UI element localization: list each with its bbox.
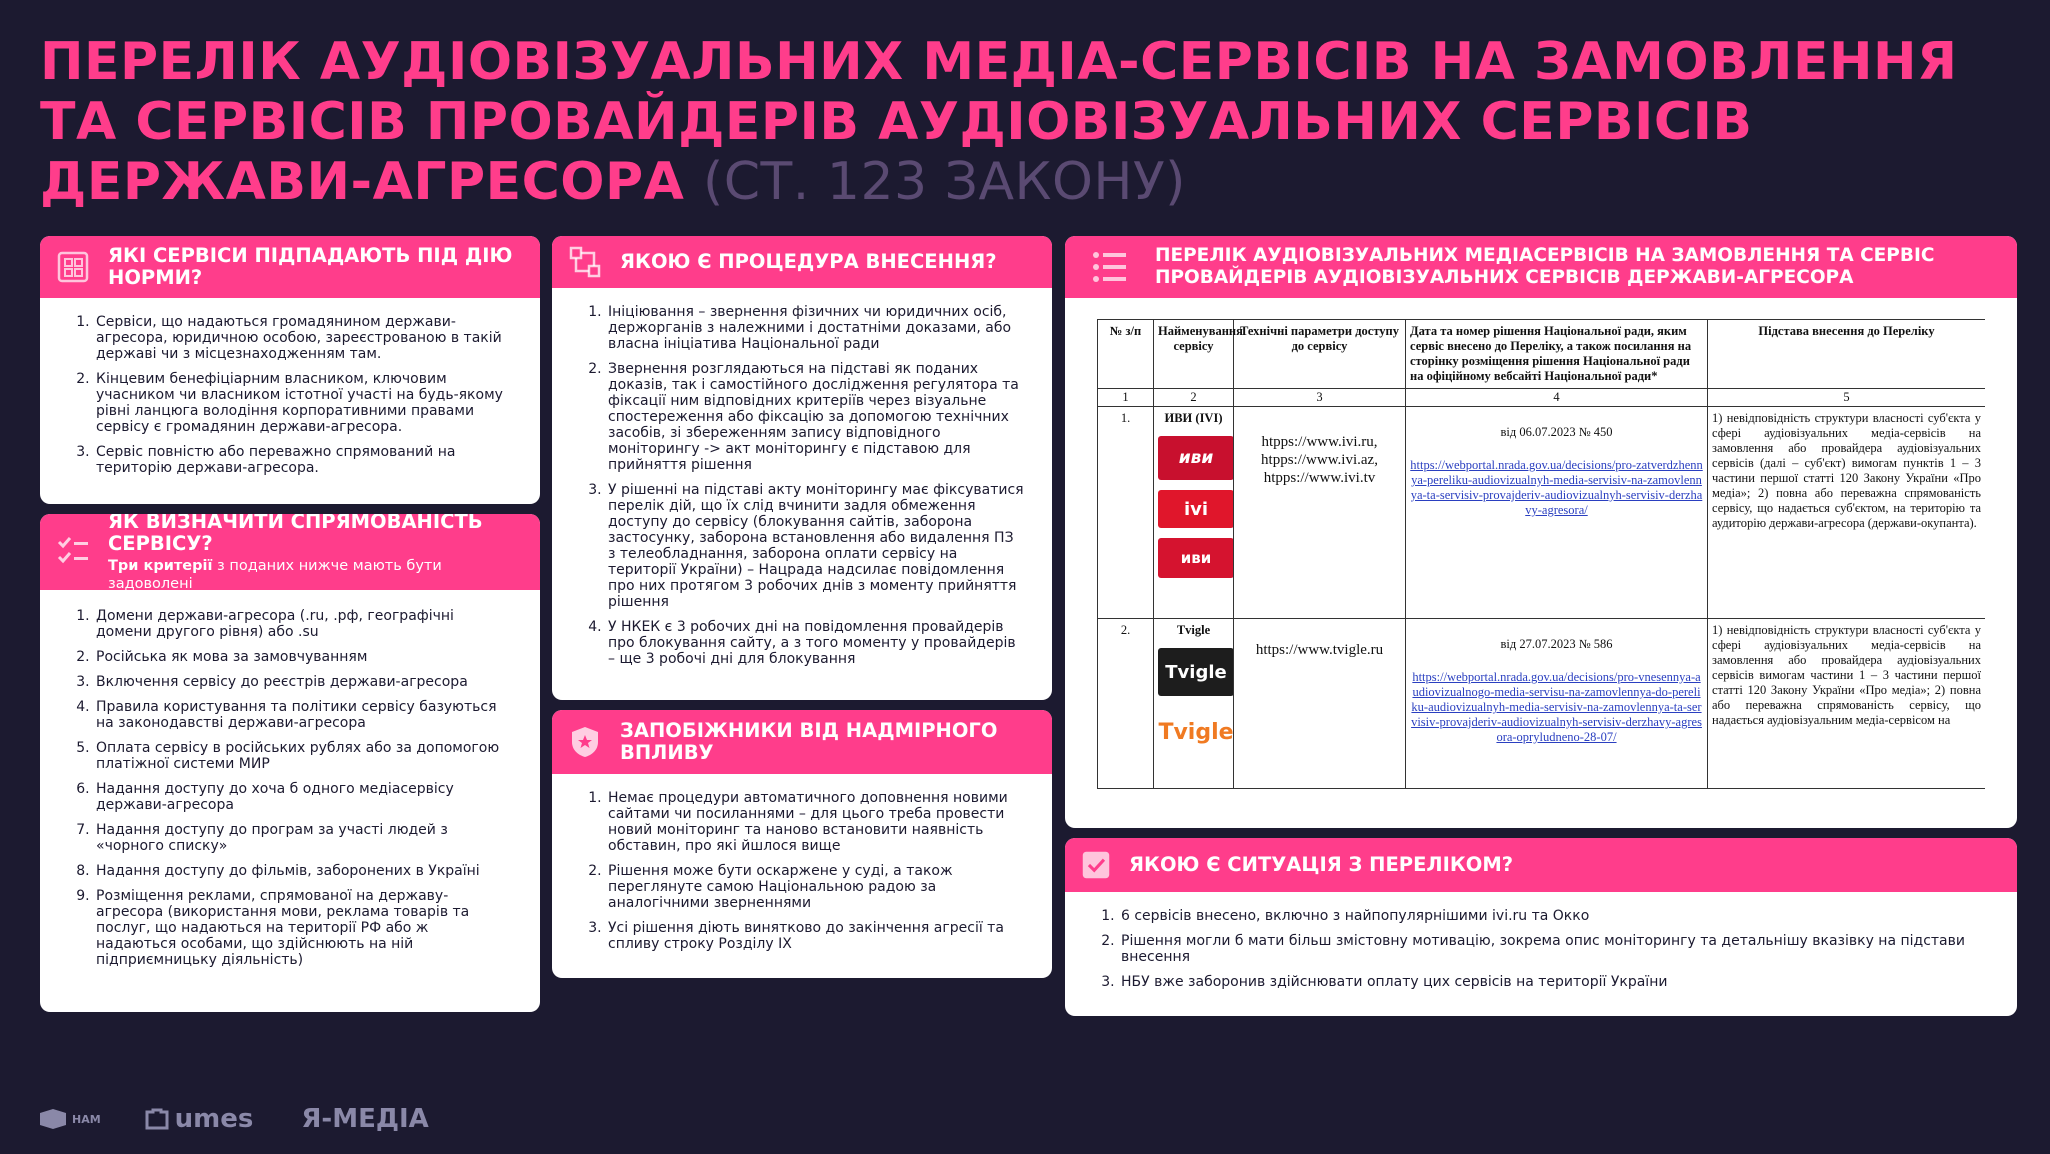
nam-logo-icon [40,1109,66,1129]
card-header [552,236,1052,288]
decision-link[interactable]: https://webportal.nrada.gov.ua/decisions/pro-zatverdzhennya-pereliku-audiovizualnyh-media-servisiv-na-zamovlennya-ta-servisiv-provajderiv-audiovizualnyh-servisiv-derzhavy-agresora/ [1410,458,1703,517]
card-procedure [552,236,1052,700]
list-item: 6. Надання доступу до хоча б одного медіасервісу держави-агресора [94,781,512,813]
logo-umes: umes [174,1104,254,1134]
checklist-icon [56,535,90,569]
list-item: 1. Немає процедури автоматичного доповнення новими сайтами чи посиланнями – для цього треба провести новий моніторинг та наново встановити наявність обставин, про які йшлося вище [606,790,1024,854]
card-header [552,710,1052,774]
ivi-logo: иви [1158,538,1234,578]
basis-cell: 1) невідповідність структури власності суб'єкта у сфері аудіовізуальних медіа-сервісів на замовлення або провайдера аудіовізуальних сервісів вимогам частини 1 – 3 частини першої статті 120 Закону України «Про медіа»; 2) повна або переважна спрямованість сервісу, що надається аудіовізуальним медіа-сервісом на [1708,619,1986,789]
page-title-sub: (СТ. 123 ЗАКОНУ) [702,152,1186,212]
list-item: 3. Сервіс повністю або переважно спрямований на територію держави-агресора. [94,444,512,476]
subtitle-bold: Три критерії [108,558,213,574]
card-title: ЗАПОБІЖНИКИ ВІД НАДМІРНОГО ВПЛИВУ [620,719,998,764]
decision-link[interactable]: https://webportal.nrada.gov.ua/decisions/pro-vnesennya-audiovizualnogo-media-servisu-na-zamovlennya-do-pereliku-audiovizualnyh-media-servisiv-na-zamovlennya-ta-servisiv-provajderiv-audiovizualnyh-servisiv-derzhavy-agresora-opryludneno-28-07/ [1411,670,1702,744]
table-header-row [1098,320,1986,389]
ivi-logo: иви [1158,436,1234,480]
list-item: 8. Надання доступу до фільмів, заборонених в Україні [94,863,512,879]
list-item: 2. Російська як мова за замовчуванням [94,649,512,665]
register-table [1097,319,1985,789]
list-item: 1. 6 сервісів внесено, включно з найпопулярнішими ivi.ru та Окко [1119,908,1989,924]
list-item: 2. Рішення може бути оскаржене у суді, а також переглянуте самою Національною радою за аналогічними зверненнями [606,863,1024,911]
row-number: 1. [1098,407,1154,619]
decision-cell [1406,619,1708,789]
logo-ya-media: Я-МЕДІА [301,1104,429,1134]
column-number: 3 [1234,389,1406,407]
list-item: 1. Ініціювання – звернення фізичних чи юридичних осіб, держорганів з належними і достатніми доказами, або власна ініціатива Національної ради [606,304,1024,352]
card-title: ЯКОЮ Є СИТУАЦІЯ З ПЕРЕЛІКОМ? [1129,853,1514,876]
card-safeguards [552,710,1052,978]
list-item: 3. НБУ вже заборонив здійснювати оплату цих сервісів на території України [1119,974,1989,990]
access-urls: htpps://www.ivi.ru, htpps://www.ivi.az, htpps://www.ivi.tv [1261,434,1378,486]
card-subtitle [108,557,524,593]
situation-list [1065,892,2017,1004]
column-number: 5 [1708,389,1986,407]
list-item: 2. Кінцевим бенефіціарним власником, ключовим учасником чи власником істотної участі на будь-якому рівні ланцюга володіння корпоративними правами сервісу є громадянин держави-агресора. [94,371,512,435]
decision-cell [1406,407,1708,619]
list-icon [1081,250,1137,284]
list-item: 4. У НКЕК є 3 робочих дні на повідомлення провайдерів про блокування сайту, а з того моменту у провайдерів – ще 3 робочі дні для блокування [606,619,1024,667]
procedure-list [552,288,1052,681]
card-title: ЯКІ СЕРВІСИ ПІДПАДАЮТЬ ПІД ДІЮ НОРМИ? [108,244,513,289]
flowchart-icon [568,245,602,279]
row-number: 2. [1098,619,1154,789]
list-item: 7. Надання доступу до програм за участі людей з «чорного списку» [94,822,512,854]
list-item: 4. Правила користування та політики сервісу базуються на законодавстві держави-агресора [94,699,512,731]
card-title: ЯКОЮ Є ПРОЦЕДУРА ВНЕСЕННЯ? [620,250,997,273]
card-title: ПЕРЕЛІК АУДІОВІЗУАЛЬНИХ МЕДІАСЕРВІСІВ НА ЗАМОВЛЕННЯ ТА СЕРВІС ПРОВАЙДЕРІВ АУДІОВІЗУАЛЬНИХ СЕРВІСІВ ДЕРЖАВИ-АГРЕСОРА [1155,245,1935,288]
table-row [1098,619,1986,789]
subtitle-rest: з поданих нижче мають бути задоволені [108,558,442,592]
criteria-list [40,298,540,490]
safeguards-list [552,774,1052,966]
register-document [1097,319,1985,807]
card-which-services [40,236,540,504]
page-title-main: ПЕРЕЛІК АУДІОВІЗУАЛЬНИХ МЕДІА-СЕРВІСІВ НА ЗАМОВЛЕННЯ ТА СЕРВІСІВ ПРОВАЙДЕРІВ АУДІОВІЗУАЛЬНИХ СЕРВІСІВ ДЕРЖАВИ-АГРЕСОРА [40,32,1958,212]
card-title: ЯК ВИЗНАЧИТИ СПРЯМОВАНІСТЬ СЕРВІСУ? [108,514,483,555]
access-url: https://www.tvigle.ru [1255,642,1384,658]
card-header [1065,838,2017,892]
decision-number: від 27.07.2023 № 586 [1500,637,1613,651]
grid-icon [56,250,90,284]
basis-cell: 1) невідповідність структури власності суб'єкта у сфері аудіовізуальних медіа-сервісів на замовлення або провайдера аудіовізуальних сервісів (далі – суб'єкт) вимогам пунктів 1 – 3 частини першої статті 120 Закону України «Про медіа»; 2) повна або переважна спрямованість сервісу, що надається суб'єктом, на територію та аудиторію держави-агресора (держави-окупанта). [1708,407,1986,619]
column-header: Підстава внесення до Переліку [1708,320,1986,389]
service-name: ИВИ (IVI) [1164,411,1223,425]
card-header [1065,236,2017,298]
list-item: 1. Сервіси, що надаються громадянином держави-агресора, юридичною особою, зареєстрованою в такій державі чи з місцезнаходженням там. [94,314,512,362]
shield-icon [568,725,602,759]
list-item: 2. Звернення розглядаються на підставі як поданих доказів, так і самостійного дослідження регулятора та фіксації ним відповідних критеріїв через візуальне спостереження або фіксацію за допомогою технічних засобів, зі збереженням запису відповідного моніторингу -> акт моніторингу є підставою для прийняття рішення [606,361,1024,473]
card-orientation [40,514,540,1012]
umes-logo-icon [145,1108,169,1130]
card-header [40,514,540,590]
access-cell [1234,407,1406,619]
tvigle-logo: Tvigle [1158,648,1234,696]
column-header: Дата та номер рішення Національної ради, яким сервіс внесено до Переліку, а також посилання на сторінку розміщення рішення Національної ради на офіційному вебсайті Національної ради* [1406,320,1708,389]
logo-nam: НАМ [72,1112,101,1126]
decision-number: від 06.07.2023 № 450 [1500,425,1613,439]
column-number: 2 [1154,389,1234,407]
list-item: 9. Розміщення реклами, спрямованої на державу-агресора (використання мови, реклама товарів та послуг, що надаються на території РФ або ж надаються особами, що здійснюють на ній підприємницьку діяльність) [94,888,512,968]
list-item: 3. Включення сервісу до реєстрів держави-агресора [94,674,512,690]
column-number: 1 [1098,389,1154,407]
list-item: 3. Усі рішення діють винятково до закінчення агресії та спливу строку Розділу IX [606,920,1024,952]
checkbox-icon [1081,850,1111,880]
card-header [40,236,540,298]
column-number: 4 [1406,389,1708,407]
service-name-cell [1154,619,1234,789]
column-header: Технічні параметри доступу до сервісу [1234,320,1406,389]
footer-logos [40,1104,429,1134]
column-header: Найменування сервісу [1154,320,1234,389]
table-number-row [1098,389,1986,407]
ivi-logo: ivi [1158,490,1234,528]
access-cell [1234,619,1406,789]
list-item: 2. Рішення могли б мати більш змістовну мотивацію, зокрема опис моніторингу та детальнішу вказівку на підстави внесення [1119,933,1989,965]
criteria-list [40,590,540,982]
column-header: № з/п [1098,320,1154,389]
service-name-cell [1154,407,1234,619]
table-row [1098,407,1986,619]
card-situation [1065,838,2017,1016]
page-title [40,32,2020,212]
service-name: Tvigle [1176,623,1211,637]
list-item: 3. У рішенні на підставі акту моніторингу має фіксуватися перелік дій, що їх слід вчинити задля обмеження доступу до сервісу (блокування сайтів, заборона застосунку, заборона встановлення або видалення ПЗ з телеобладнання, заборона оплати сервісу на території України) – Нацрада надсилає повідомлення про них протягом 3 робочих днів з моменту прийняття рішення [606,482,1024,610]
list-item: 5. Оплата сервісу в російських рублях або за допомогою платіжної системи МИР [94,740,512,772]
list-item: 1. Домени держави-агресора (.ru, .рф, географічні домени другого рівня) або .su [94,608,512,640]
tvigle-logo: Tvigle [1158,706,1234,758]
